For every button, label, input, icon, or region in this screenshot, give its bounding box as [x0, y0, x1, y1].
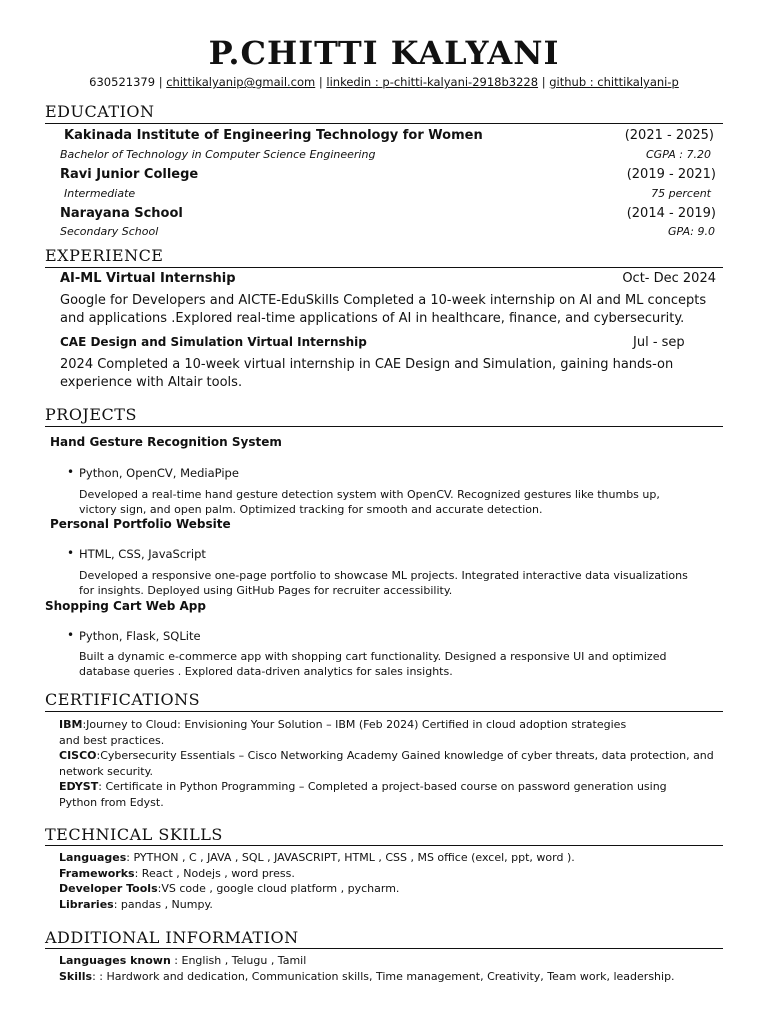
skill-label: Frameworks	[59, 867, 135, 880]
project-tech-stack: • Python, OpenCV, MediaPipe	[79, 466, 239, 480]
skill-row	[59, 882, 399, 895]
skill-row	[59, 898, 213, 911]
experience-title: AI-ML Virtual Internship	[60, 271, 236, 286]
certification-org: CISCO	[59, 749, 97, 762]
project-title: Shopping Cart Web App	[45, 599, 206, 613]
additional-value: : English , Telugu , Tamil	[170, 954, 307, 967]
skill-label: Libraries	[59, 898, 114, 911]
education-degree: Secondary School	[60, 225, 159, 238]
project-description: Developed a responsive one-page portfolio to showcase ML projects. Integrated interactive data visualizations for insights. Deployed using GitHub Pages for recruiter accessibility.	[79, 569, 688, 597]
skill-label: Languages	[59, 851, 127, 864]
linkedin-link[interactable]: linkedin : p-chitti-kalyani-2918b3228	[326, 75, 539, 89]
skill-value: : PYTHON , C , JAVA , SQL , JAVASCRIPT, HTML , CSS , MS office (excel, ppt, word ).	[126, 851, 575, 864]
certification-text: :Journey to Cloud: Envisioning Your Solution – IBM (Feb 2024) Certified in cloud adoption strategies	[82, 718, 627, 731]
certification-text-cont: and best practices.	[59, 734, 165, 747]
education-years: (2014 - 2019)	[626, 206, 716, 221]
certification-item	[59, 718, 626, 731]
project-tech-stack: • HTML, CSS, JavaScript	[79, 547, 206, 561]
project-title: Personal Portfolio Website	[50, 517, 231, 531]
education-degree: Intermediate	[64, 187, 136, 200]
skill-value: : pandas , Numpy.	[113, 898, 213, 911]
experience-description: Google for Developers and AICTE-EduSkills Completed a 10-week internship on AI and ML concepts and applications .Explored real-time applications of AI in healthcare, finance, and cybersecurity.	[60, 293, 707, 326]
resume-name: P.CHITTI KALYANI	[208, 34, 560, 72]
github-link[interactable]: github : chittikalyani-p	[549, 75, 679, 89]
education-degree: Bachelor of Technology in Computer Science Engineering	[60, 148, 376, 161]
experience-date: Jul - sep	[633, 335, 685, 350]
skill-row	[59, 867, 295, 880]
experience-date: Oct- Dec 2024	[622, 271, 716, 286]
project-title: Hand Gesture Recognition System	[50, 435, 282, 449]
certification-text-cont: network security.	[59, 765, 154, 778]
phone-number: 630521379	[89, 75, 156, 89]
certification-item	[59, 780, 667, 793]
certification-text: : Certificate in Python Programming – Completed a project-based course on password generation using	[98, 780, 667, 793]
additional-row	[59, 970, 675, 983]
section-title-education: EDUCATION	[45, 102, 155, 121]
skill-value: :VS code , google cloud platform , pycharm.	[157, 882, 400, 895]
section-divider	[45, 711, 723, 712]
section-title-skills: TECHNICAL SKILLS	[45, 825, 223, 844]
experience-title: CAE Design and Simulation Virtual Internship	[60, 335, 367, 349]
separator: |	[318, 75, 323, 89]
section-divider	[45, 948, 723, 949]
additional-label: Skills	[59, 970, 93, 983]
section-title-projects: PROJECTS	[45, 405, 137, 424]
additional-value: : : Hardwork and dedication, Communication skills, Time management, Creativity, Team work, leadership.	[92, 970, 675, 983]
separator: |	[541, 75, 546, 89]
section-divider	[45, 845, 723, 846]
project-tech-stack: • Python, Flask, SQLite	[79, 629, 201, 643]
additional-row	[59, 954, 306, 967]
certification-text-cont: Python from Edyst.	[59, 796, 164, 809]
email-link[interactable]: chittikalyanip@gmail.com	[166, 75, 316, 89]
experience-description: 2024 Completed a 10-week virtual internship in CAE Design and Simulation, gaining hands-on experience with Altair tools.	[60, 357, 674, 390]
skill-row	[59, 851, 575, 864]
certification-item	[59, 749, 714, 762]
education-school: Ravi Junior College	[60, 167, 199, 182]
section-divider	[45, 267, 723, 268]
contact-line	[0, 75, 768, 89]
education-score: CGPA : 7.20	[645, 148, 711, 161]
section-divider	[45, 123, 723, 124]
section-title-experience: EXPERIENCE	[45, 246, 164, 265]
education-school: Narayana School	[60, 206, 183, 221]
education-score: 75 percent	[651, 187, 711, 200]
section-divider	[45, 426, 723, 427]
separator: |	[158, 75, 163, 89]
additional-label: Languages known	[59, 954, 171, 967]
section-title-certifications: CERTIFICATIONS	[45, 690, 201, 709]
education-school: Kakinada Institute of Engineering Technology for Women	[64, 128, 483, 143]
certification-org: IBM	[59, 718, 83, 731]
skill-value: : React , Nodejs , word press.	[134, 867, 295, 880]
education-score: GPA: 9.0	[667, 225, 715, 238]
certification-org: EDYST	[59, 780, 99, 793]
project-description: Developed a real-time hand gesture detection system with OpenCV. Recognized gestures like thumbs up, victory sign, and open palm. Optimized tracking for smooth and accurate detection.	[79, 488, 660, 516]
certification-text: :Cybersecurity Essentials – Cisco Networking Academy Gained knowledge of cyber threats, data protection, and	[96, 749, 714, 762]
section-title-additional: ADDITIONAL INFORMATION	[45, 928, 299, 947]
education-years: (2021 - 2025)	[624, 128, 714, 143]
skill-label: Developer Tools	[59, 882, 158, 895]
project-description: Built a dynamic e-commerce app with shopping cart functionality. Designed a responsive UI and optimized database queries . Explored data-driven analytics for sales insights.	[79, 650, 667, 678]
education-years: (2019 - 2021)	[626, 167, 716, 182]
